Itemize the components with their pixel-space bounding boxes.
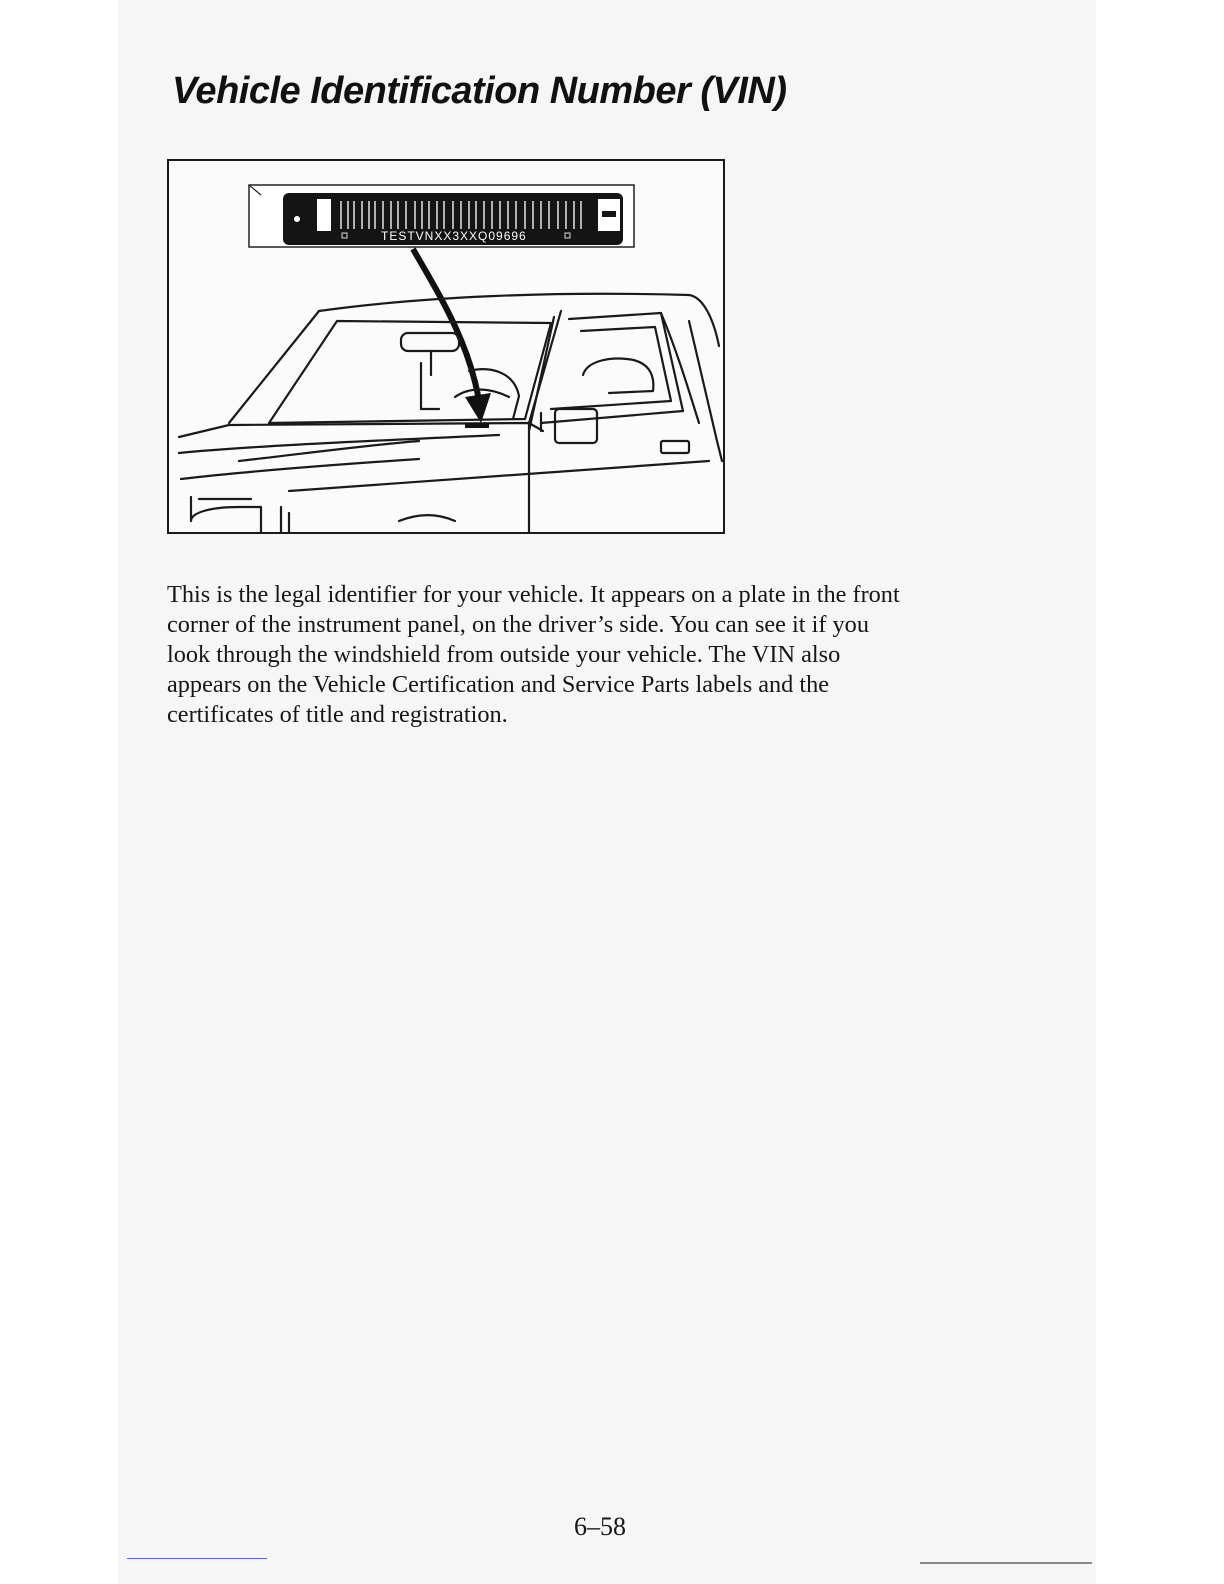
dash-vin-plate-mark: [465, 423, 489, 428]
vin-plate-number: TESTVNXX3XXQ09696: [381, 229, 527, 243]
body-line: appears on the Vehicle Certification and Service Parts labels and the: [167, 671, 830, 698]
truck-drawing: [169, 161, 725, 534]
footer-rule-left: [127, 1558, 267, 1559]
page-title: Vehicle Identification Number (VIN): [172, 70, 787, 112]
body-line: look through the windshield from outside your vehicle. The VIN also: [167, 641, 841, 668]
arrow-icon: [413, 249, 491, 423]
footer-rule-right: [920, 1562, 1092, 1564]
body-line: certificates of title and registration.: [167, 701, 508, 728]
vin-description: [167, 580, 1007, 730]
vin-plate: [249, 185, 634, 247]
body-line: This is the legal identifier for your vehicle. It appears on a plate in the front: [167, 581, 900, 608]
truck-body-lines: [179, 294, 722, 534]
body-line: corner of the instrument panel, on the driver’s side. You can see it if you: [167, 611, 869, 638]
vin-location-illustration: [167, 159, 725, 534]
page-number: 6–58: [574, 1512, 626, 1541]
